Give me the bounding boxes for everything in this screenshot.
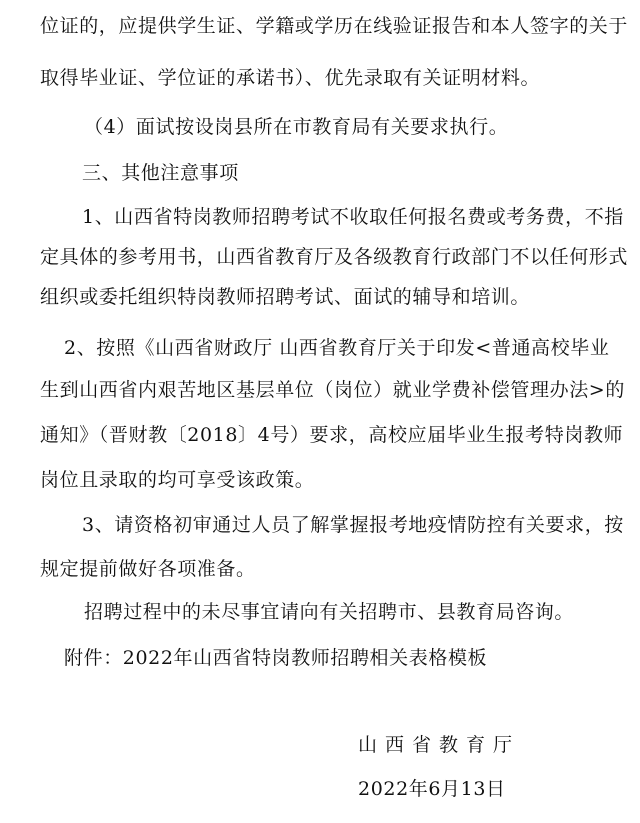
notice-item-3-line: 3、请资格初审通过人员了解掌握报考地疫情防控有关要求，按 [82, 514, 624, 536]
paragraph-line: 位证的，应提供学生证、学籍或学历在线验证报告和本人签字的关于 [40, 15, 629, 37]
notice-item-1-line: 组织或委托组织特岗教师招聘考试、面试的辅导和培训。 [40, 286, 531, 308]
notice-item-2-line: 2、按照《山西省财政厅 山西省教育厅关于印发<普通高校毕业 [64, 337, 610, 359]
notice-item-2-line: 通知》（晋财教〔2018〕4号）要求，高校应届毕业生报考特岗教师 [40, 424, 624, 446]
issue-date: 2022年6月13日 [358, 778, 506, 800]
notice-item-2-line: 岗位且录取的均可享受该政策。 [40, 469, 315, 491]
notice-item-1-line: 定具体的参考用书，山西省教育厅及各级教育行政部门不以任何形式 [40, 246, 629, 268]
notice-item-1-line: 1、山西省特岗教师招聘考试不收取任何报名费或考务费，不指 [82, 206, 624, 228]
interview-rule-line: （4）面试按设岗县所在市教育局有关要求执行。 [84, 116, 509, 138]
issuer-signature: 山西省教育厅 [358, 734, 521, 756]
inquiry-line: 招聘过程中的未尽事宜请向有关招聘市、县教育局咨询。 [84, 601, 575, 623]
attachment-line: 附件：2022年山西省特岗教师招聘相关表格模板 [64, 647, 488, 669]
paragraph-line: 取得毕业证、学位证的承诺书）、优先录取有关证明材料。 [40, 67, 541, 89]
notice-item-2-line: 生到山西省内艰苦地区基层单位（岗位）就业学费补偿管理办法>的 [40, 379, 625, 401]
notice-item-3-line: 规定提前做好各项准备。 [40, 558, 256, 580]
section-heading: 三、其他注意事项 [82, 162, 239, 184]
